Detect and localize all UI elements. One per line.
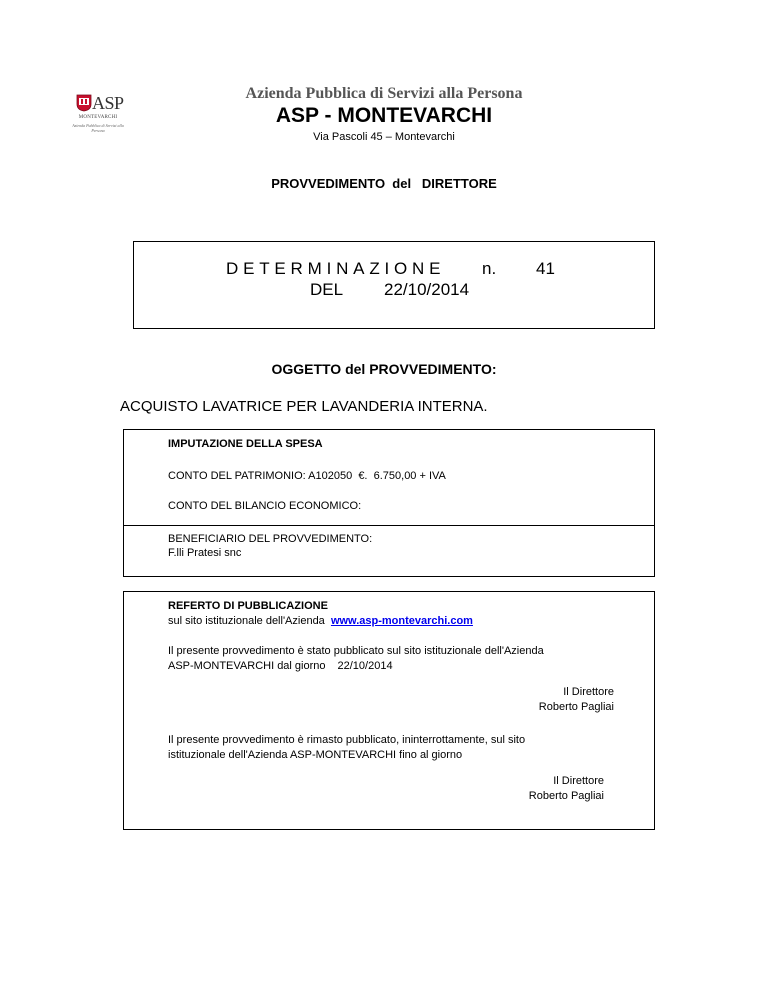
pub-line-1: Il presente provvedimento è stato pubblicato sul sito istituzionale dell'Azienda (168, 645, 544, 657)
spesa-heading: IMPUTAZIONE DELLA SPESA (168, 438, 323, 450)
referto-site-line (168, 615, 473, 627)
referto-site-prefix: sul sito istituzionale dell'Azienda (168, 615, 325, 627)
logo-tagline: Azienda Pubblica di Servizi alla Persona (72, 123, 124, 133)
site-link[interactable]: www.asp-montevarchi.com (330, 615, 473, 627)
document-type: PROVVEDIMENTO del DIRETTORE (271, 176, 497, 191)
determina-number: 41 (536, 259, 555, 278)
determina-n-label: n. (482, 259, 497, 278)
org-name: ASP - MONTEVARCHI (275, 104, 493, 127)
conto-patrimonio: CONTO DEL PATRIMONIO: A102050 €. 6.750,00 + IVA (168, 470, 446, 482)
determina-date: 22/10/2014 (384, 280, 470, 299)
signature-block-2 (424, 774, 604, 804)
rem-line-2: istituzionale dell'Azienda ASP-MONTEVARCHI fino al giorno (168, 749, 463, 761)
signer2-name: Roberto Pagliai (528, 790, 604, 802)
org-type: Azienda Pubblica di Servizi alla Persona (245, 85, 523, 102)
rem-line-1: Il presente provvedimento è rimasto pubblicato, ininterrottamente, sul sito (168, 734, 526, 746)
beneficiario-label: BENEFICIARIO DEL PROVVEDIMENTO: (168, 533, 373, 545)
conto-bilancio: CONTO DEL BILANCIO ECONOMICO: (168, 500, 362, 512)
oggetto-text: ACQUISTO LAVATRICE PER LAVANDERIA INTERNA. (120, 398, 488, 415)
signer-title: Il Direttore (563, 686, 614, 698)
determina-label: DETERMINAZIONE (226, 259, 446, 278)
pub-line-2-prefix: ASP-MONTEVARCHI dal giorno (168, 660, 326, 672)
pub-line-2 (168, 660, 393, 672)
oggetto-heading: OGGETTO del PROVVEDIMENTO: (271, 361, 497, 377)
signature-block-1 (434, 685, 614, 715)
referto-heading: REFERTO DI PUBBLICAZIONE (168, 600, 328, 612)
beneficiario-value: F.lli Pratesi snc (168, 547, 242, 559)
determina-del-label: DEL (310, 280, 344, 299)
pub-date: 22/10/2014 (337, 660, 393, 672)
logo-text: ASP (92, 93, 124, 113)
signer2-title: Il Direttore (553, 775, 604, 787)
spesa-divider (123, 525, 655, 526)
org-address: Via Pascoli 45 – Montevarchi (313, 131, 455, 143)
signer-name: Roberto Pagliai (538, 701, 614, 713)
logo-city: MONTEVARCHI (78, 115, 118, 120)
